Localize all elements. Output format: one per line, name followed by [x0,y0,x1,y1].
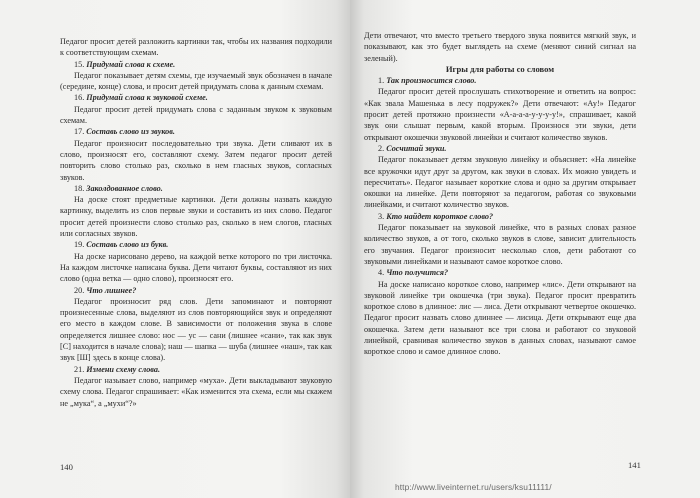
game-title-item [60,364,332,375]
body-paragraph: Педагог произносит последовательно три звука. Дети сливают их в слово, произносят его, составляют схему. Затем педагог просит детей повторить слово столько раз, сколько в нем гласных звуков, согласных звуков. [60,138,332,182]
item-number: 21. [74,364,85,374]
item-title: Придумай слова к схеме. [86,59,176,69]
item-number: 15. [74,59,85,69]
body-paragraph: На доске нарисовано дерево, на каждой ветке которого по три листочка. На каждом листочке написана буква. Дети читают буквы, составляют из них слово (одна ветка — одно слово), произносят его. [60,251,332,284]
body-paragraph: Педагог показывает детям схемы, где изучаемый звук обозначен в начале (середине, конце) слова, и просит детей придумать слова к данным схемам. [60,70,332,92]
item-title: Кто найдет короткое слово? [386,211,494,221]
item-title: Сосчитай звуки. [386,143,447,153]
left-page-text [60,36,332,409]
body-paragraph: Педагог произносит ряд слов. Дети запоминают и повторяют произнесенные слова, выделяют из слов повторяющийся звук и определяют его место в каждом слове. В зависимости от положения звука в слове определяется лишнее слово: нос — ус — сани (лишнее «сани», так как звук [С] находится в начале слова); наш — шапка — шуба (лишнее «наш», так как звук [Ш] здесь в конце слова). [60,296,332,363]
item-title: Что получится? [386,268,449,278]
item-number: 4. [378,268,385,278]
body-paragraph: Педагог показывает на звуковой линейке, что в разных словах разное количество звуков, а от того, сколько звуков в слове, зависит длительность его звучания. Педагог произносит несколько слов, дети работают со звуковыми линейками и называют самое короткое слово. [364,223,636,266]
item-number: 16. [74,93,85,103]
left-page-number: 140 [60,462,73,472]
body-paragraph: Дети отвечают, что вместо третьего твердого звука появится мягкий звук, и показывают, как это будет выглядеть на схеме (меняют синий сигнал на зеленый). [364,31,636,63]
item-number: 17. [74,127,85,137]
item-title: Измени схему слова. [86,364,161,374]
item-number: 2. [378,143,385,153]
right-page-number: 141 [628,460,641,470]
game-title-item [364,211,636,222]
body-paragraph: На доске написано короткое слово, например «лис». Дети открывают на звуковой линейке три окошечка (три звука). Педагог просит превратить короткое слово в длинное: лис — лиса. Дети открывают четвертое окошечко. Педагог просит назвать слово длиннее — лисица. Дети открывают еще два окошечка. Затем дети называют все три слова и работают со звуковой линейкой, сравнивая количество звуков в данных словах, называют самое короткое слово и самое длинное слово. [364,279,636,357]
game-title-item [60,285,332,296]
body-paragraph: Педагог просит детей прослушать стихотворение и ответить на вопрос: «Как звала Машенька в лесу подружек?» Дети отвечают: «Ау!» Педагог просит детей протяжно произнести «А-а-а-а-у-у-у-у!», спрашивает, какой звук они слышат первым, какой вторым. Произнося эти звуки, дети открывают окошечки звуковой линейки и считают количество звуков. [364,87,636,142]
item-number: 1. [378,76,385,86]
body-paragraph: На доске стоят предметные картинки. Дети должны назвать каждую картинку, выделить из слов первые звуки и составить из них слово. Педагог просит детей произнести слово столько раз, сколько в нем слогов, гласных или согласных звуков. [60,195,332,239]
body-paragraph: Педагог просит детей разложить картинки так, чтобы их названия подходили к соответствующим схемам. [60,37,332,58]
item-title: Составь слово из звуков. [86,127,175,137]
right-page-text [364,30,636,358]
item-number: 3. [378,211,385,221]
game-title-item [364,267,636,278]
item-number: 18. [74,183,85,193]
game-title-item [364,75,636,86]
game-title-item [60,126,332,137]
game-title-item [60,239,332,250]
source-url-watermark: http://www.liveinternet.ru/users/ksu11111/ [395,482,552,492]
item-number: 19. [74,240,85,250]
game-title-item [60,183,332,194]
right-page [350,0,700,498]
item-title: Составь слово из букв. [86,240,169,250]
item-title: Так произносится слово. [386,76,477,86]
game-title-item [364,143,636,154]
item-title: Придумай слова к звуковой схеме. [86,93,208,103]
item-title: Заколдованное слово. [86,183,163,193]
body-paragraph: Педагог просит детей придумать слова с заданным звуком к звуковым схемам. [60,104,332,126]
body-paragraph: Педагог показывает детям звуковую линейку и объясняет: «На линейке все кружочки идут друг за другом, как звуки в словах. Их можно увидеть и пересчитать». Педагог называет короткие слова и одно за другим открывает окошки на линейке. Дети повторяют за педагогом, работая со звуковыми линейками, и считают количество звуков. [364,155,636,210]
section-heading: Игры для работы со словом [445,63,555,74]
item-number: 20. [74,285,85,295]
item-title: Что лишнее? [86,285,137,295]
body-paragraph: Педагог называет слово, например «муха». Дети выкладывают звуковую схему слова. Педагог спрашивает: «Как изменится эта схема, если мы скажем не „мука“, а „мухи“?» [60,375,332,408]
game-title-item [60,59,332,70]
game-title-item [60,92,332,103]
